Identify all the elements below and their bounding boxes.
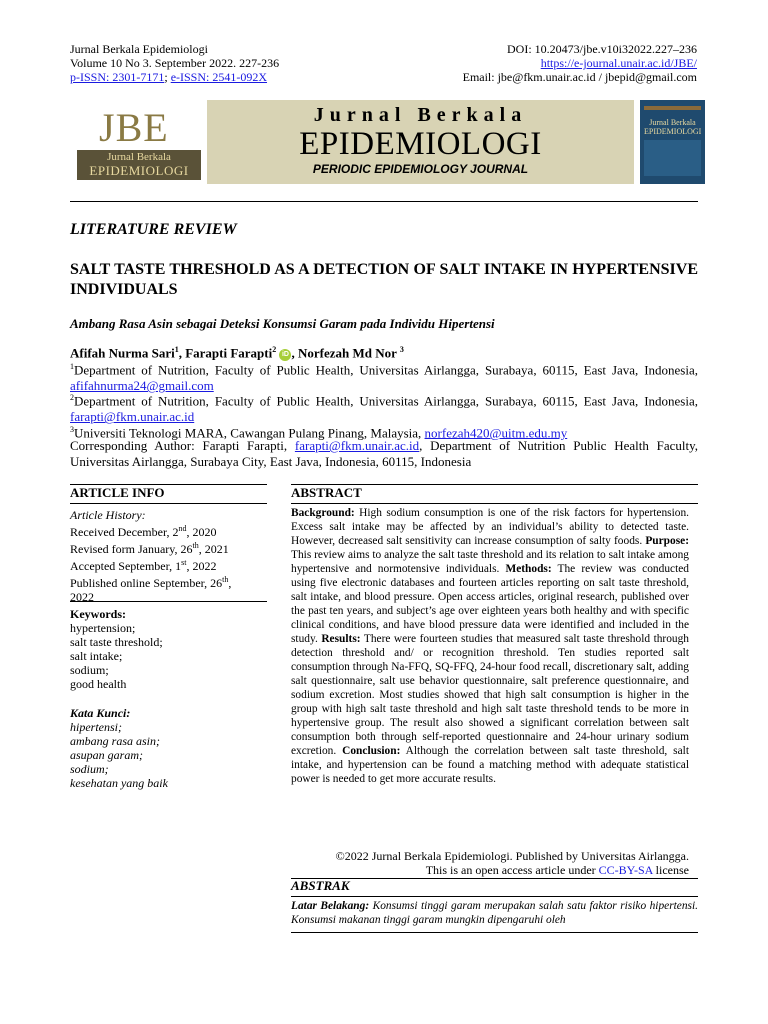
- keywords-label: Keywords:: [70, 607, 126, 621]
- results-text: There were fourteen studies that measured salt taste threshold through detection threshold and/ or recognition threshold. Ten studies reported salt consumption through Na-FFQ, SQ-FFQ, 24-hour food recall, discretionary salt, adding salt questionnaire, salt use behavior questionnaire, salt preference questionnaire, and sodium excretion. Most studies showed that high salt consumption is higher in the group with high salt taste threshold and high salt taste threshold tends to be more in hypertensive group. The result also showed a significant correlation between salt consumption both through self-reported questionnaire and 24-hour urinary sodium excretion.: [291, 633, 689, 757]
- latar-belakang-label: Latar Belakang:: [291, 900, 370, 912]
- license-prefix: This is an open access article under: [425, 863, 599, 877]
- cover-line2: EPIDEMIOLOGI: [644, 127, 702, 136]
- cover-title: [644, 118, 701, 136]
- published-end: ,: [228, 576, 232, 590]
- corresponding-author: [70, 438, 698, 470]
- author-name: , Farapti Farapti: [178, 345, 273, 361]
- accepted-end: , 2022: [186, 559, 217, 573]
- journal-banner: [77, 100, 705, 184]
- kata-kunci: asupan garam;: [70, 748, 144, 762]
- affil-text: Department of Nutrition, Faculty of Public Health, Universitas Airlangga, Surabaya, 60115, East Java, Indonesia,: [74, 393, 698, 409]
- revised-date: [70, 539, 267, 556]
- background-text: High sodium consumption is one of the risk factors for hypertension. Excess salt intake may be affected by an individual’s ability to detected taste. However, decreased salt sensitivity can increase consumption of salty foods.: [291, 507, 689, 547]
- keywords-rule: [70, 601, 267, 602]
- title-band: [207, 100, 634, 184]
- author-sup: 3: [399, 345, 404, 354]
- keywords-block: [70, 607, 267, 691]
- background-label: Background:: [291, 507, 355, 519]
- journal-cover-thumbnail: [640, 100, 705, 184]
- orcid-icon[interactable]: iD: [279, 349, 291, 361]
- keyword: salt taste threshold;: [70, 635, 163, 649]
- abstrak-bottom-rule: [291, 932, 698, 933]
- keyword: sodium;: [70, 663, 109, 677]
- published-sup: th: [222, 575, 229, 584]
- abstract-heading: ABSTRACT: [291, 485, 362, 500]
- conclusion-label: Conclusion:: [342, 745, 401, 757]
- band-line2: EPIDEMIOLOGI: [299, 126, 542, 162]
- band-line3: PERIODIC EPIDEMIOLOGY JOURNAL: [312, 162, 529, 176]
- purpose-text: This review aims to analyze the salt taste threshold and its relation to salt intake among hypertensive and normotensive individuals.: [291, 549, 689, 575]
- keyword: hypertension;: [70, 621, 136, 635]
- corr-address: , Department of Nutrition Public Health Faculty, Universitas Airlangga, Surabaya City, East Java, Indonesia, 60115, Indonesia: [70, 438, 698, 469]
- keyword: good health: [70, 677, 127, 691]
- received-sup: nd: [178, 524, 187, 533]
- affil-text: Universiti Teknologi MARA, Cawangan Pulang Pinang, Malaysia,: [74, 425, 425, 441]
- info-heading-rule: [70, 503, 267, 504]
- copyright-line: ©2022 Jurnal Berkala Epidemiologi. Published by Universitas Airlangga.: [335, 849, 689, 863]
- keyword: salt intake;: [70, 649, 123, 663]
- affil-sup: 2: [70, 393, 74, 402]
- journal-url-link[interactable]: https://e-journal.unair.ac.id/JBE/: [540, 56, 697, 70]
- cover-image: [644, 140, 701, 176]
- contact-email: Email: jbe@fkm.unair.ac.id / jbepid@gmail.com: [462, 70, 697, 84]
- abstrak-body: [291, 899, 698, 927]
- results-label: Results:: [321, 633, 361, 645]
- affiliation-2: [70, 390, 698, 425]
- cover-bar: [644, 106, 701, 110]
- kata-kunci: hipertensi;: [70, 720, 122, 734]
- revised-end: , 2021: [198, 542, 229, 556]
- kata-kunci-block: [70, 706, 267, 790]
- affil-text: Department of Nutrition, Faculty of Public Health, Universitas Airlangga, Surabaya, 60115, East Java, Indonesia,: [74, 362, 698, 378]
- header-divider: [70, 201, 698, 202]
- license-suffix: license: [652, 863, 689, 877]
- methods-label: Methods:: [505, 563, 552, 575]
- pissn-link[interactable]: p-ISSN: 2301-7171: [70, 70, 165, 84]
- article-subtitle: Ambang Rasa Asin sebagai Deteksi Konsumsi Garam pada Individu Hipertensi: [70, 316, 495, 331]
- logo-sub-line2: EPIDEMIOLOGI: [89, 163, 189, 178]
- volume-info: Volume 10 No 3. September 2022. 227-236: [70, 56, 280, 70]
- published-year: 2022: [70, 590, 94, 604]
- cover-line1: Jurnal Berkala: [649, 118, 696, 127]
- kata-kunci: sodium;: [70, 762, 109, 776]
- journal-header-left: [70, 42, 279, 84]
- author-sup: 2: [272, 345, 277, 354]
- purpose-label: Purpose:: [645, 535, 689, 547]
- published-text: Published online September, 26: [70, 576, 223, 590]
- accepted-sup: st: [181, 558, 187, 567]
- affil-email-link[interactable]: afifahnurma24@gmail.com: [70, 378, 214, 394]
- methods-text: The review was conducted using five electronic databases and fourteen articles reporting on salt taste threshold, salt intake, and blood pressure. Open access articles, original research, published over the past ten years, and subject’s age over eighteen years both healthy and with specific clinical conditions, and have blood pressure data were identified and included in the study.: [291, 563, 689, 645]
- author-sup: 1: [174, 345, 179, 354]
- copyright-block: [336, 849, 689, 877]
- affil-email-link[interactable]: norfezah420@uitm.edu.my: [424, 425, 568, 441]
- history-label: Article History:: [70, 508, 146, 522]
- journal-header-right: [463, 42, 697, 84]
- received-date: [70, 522, 267, 539]
- logo-sub-line1: Jurnal Berkala: [107, 151, 171, 163]
- abstract-heading-rule: [291, 503, 698, 504]
- revised-text: Revised form January, 26: [70, 542, 193, 556]
- conclusion-text: Although the correlation between salt taste threshold, salt intake, and hypertension can be found a matching method with adequate statistical power is needed to get more accurate results.: [291, 745, 689, 785]
- corr-text: Corresponding Author: Farapti Farapti,: [70, 438, 295, 453]
- corr-email-link[interactable]: farapti@fkm.unair.ac.id: [294, 438, 420, 453]
- journal-name: Jurnal Berkala Epidemiologi: [70, 42, 208, 56]
- jbe-logo: [77, 104, 205, 180]
- section-label: LITERATURE REVIEW: [70, 221, 237, 238]
- abstrak-heading-rule: [291, 896, 698, 897]
- abstract-body: [291, 506, 689, 786]
- article-title: SALT TASTE THRESHOLD AS A DETECTION OF SALT INTAKE IN HYPERTENSIVE INDIVIDUALS: [70, 261, 698, 298]
- author-name: , Norfezah Md Nor: [291, 345, 397, 361]
- received-text: Received December, 2: [70, 525, 179, 539]
- eissn-link[interactable]: e-ISSN: 2541-092X: [170, 70, 268, 84]
- affil-email-link[interactable]: farapti@fkm.unair.ac.id: [70, 409, 195, 425]
- logo-abbr: JBE: [99, 105, 169, 150]
- revised-sup: th: [192, 541, 199, 550]
- published-date: [70, 573, 267, 590]
- kata-kunci: kesehatan yang baik: [70, 776, 168, 790]
- author-name: Afifah Nurma Sari: [70, 345, 175, 361]
- latar-belakang-text: Konsumsi tinggi garam merupakan salah satu faktor risiko hipertensi. Konsumsi makanan tinggi garam mungkin dipengaruhi oleh: [291, 900, 698, 926]
- accepted-text: Accepted September, 1: [70, 559, 182, 573]
- license-link[interactable]: CC-BY-SA: [598, 863, 653, 877]
- affil-sup: 1: [70, 362, 74, 371]
- issn-separator: ;: [164, 70, 171, 84]
- license-line: [336, 863, 689, 877]
- article-info-heading: ARTICLE INFO: [70, 485, 165, 500]
- logo-subtitle: [77, 150, 201, 180]
- abstrak-heading: ABSTRAK: [291, 878, 350, 893]
- article-history: [70, 508, 267, 604]
- received-end: , 2020: [186, 525, 217, 539]
- kata-kunci: ambang rasa asin;: [70, 734, 161, 748]
- kata-kunci-label: Kata Kunci:: [70, 706, 131, 720]
- accepted-date: [70, 556, 267, 573]
- issn-line: [70, 70, 279, 84]
- doi: DOI: 10.20473/jbe.v10i32022.227–236: [507, 42, 697, 56]
- band-line1: Jurnal Berkala: [313, 104, 528, 126]
- affil-sup: 3: [70, 425, 74, 434]
